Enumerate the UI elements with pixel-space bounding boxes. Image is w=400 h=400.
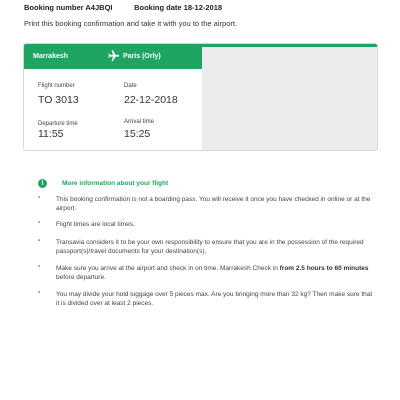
route-bar [24, 44, 202, 69]
booking-number: Booking number A4JBQI [24, 3, 113, 12]
side-panel [202, 47, 377, 150]
bullet: - [38, 219, 41, 226]
list-item: Flight times are local times. [56, 221, 135, 228]
date-label: Date [124, 83, 137, 89]
arrival-time-value: 15:25 [124, 128, 151, 140]
list-item: You may divide your hold luggage over 5 pieces max. Are you bringing more than 32 kg? Then make sure that it is divided over at least 2 pieces. [56, 291, 373, 307]
bullet: - [38, 237, 41, 244]
booking-date: Booking date 18-12-2018 [134, 3, 223, 12]
departure-time-value: 11:55 [38, 128, 64, 140]
item-text-bold: from 2.5 hours to 60 minutes [279, 265, 369, 272]
plane-icon [106, 49, 120, 63]
bullet: - [38, 194, 41, 201]
flight-number-label: Flight number [38, 83, 75, 89]
item-text-part: Make sure you arrive at the airport and check in on time. Marrakesh Check in [56, 265, 280, 272]
info-title: More information about your flight [62, 180, 169, 187]
destination-city: Paris (Orly) [123, 53, 161, 60]
info-icon: i [38, 179, 47, 188]
departure-time-label: Departure time [38, 121, 78, 127]
booking-header [24, 3, 222, 12]
origin-city: Marrakesh [33, 53, 69, 60]
flight-card [23, 43, 378, 151]
list-item: Transavia considers it to be your own responsibility to ensure that you are in the possession of the required passport(s)/travel documents for your destination(s). [56, 239, 364, 255]
intro-text: Print this booking confirmation and take it with you to the airport. [24, 19, 238, 28]
bullet: - [38, 263, 41, 270]
item-text-part: before departure. [56, 274, 106, 281]
list-item [56, 264, 376, 282]
list-item: This booking confirmation is not a boarding pass. You will receive it once you have checked in online or at the airport. [56, 196, 371, 212]
date-value: 22-12-2018 [124, 94, 178, 106]
arrival-time-label: Arrival time [124, 119, 155, 125]
bullet: - [38, 289, 41, 296]
flight-number-value: TO 3013 [38, 94, 79, 106]
